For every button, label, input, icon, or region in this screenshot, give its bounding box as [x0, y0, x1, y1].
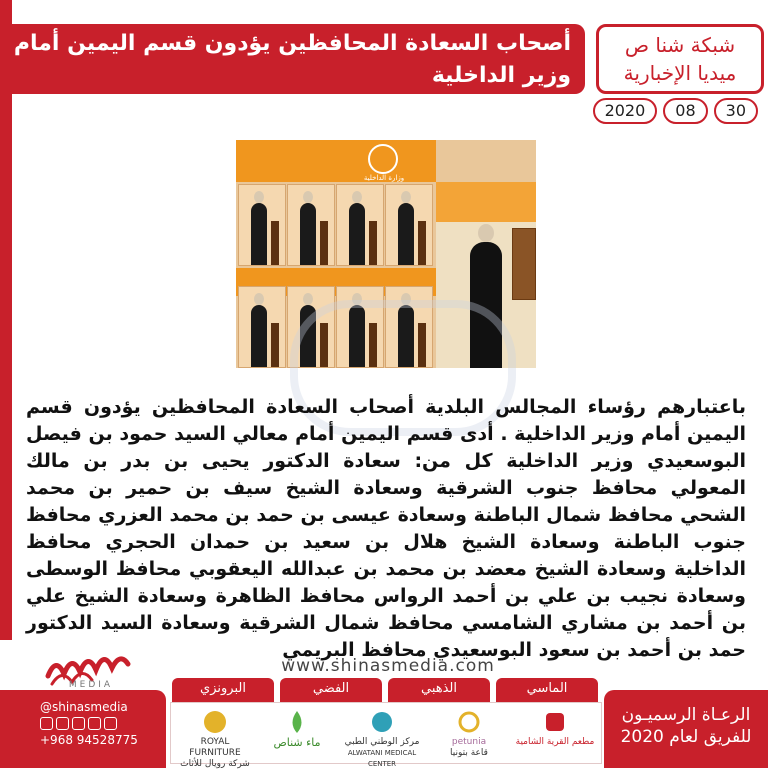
twitter-icon[interactable] — [56, 717, 69, 730]
tier-bronze: البرونزي — [172, 678, 274, 702]
headline-text: أصحاب السعادة المحافظين يؤدون قسم اليمين أمام وزير الداخلية — [13, 31, 571, 88]
emblem-caption: وزارة الداخلية — [363, 174, 405, 182]
sponsors-title-line1: الرعـاة الرسميـون — [621, 705, 751, 725]
sponsor-shinas-water: ماء شناص — [259, 709, 335, 757]
phone-number[interactable]: +968 94528775 — [40, 733, 138, 747]
youtube-icon[interactable] — [88, 717, 101, 730]
sponsor-alwatani-medical: مركز الوطني الطبي ALWATANI MEDICAL CENTER — [339, 709, 425, 757]
brand-line-2: ميديا الإخبارية — [623, 61, 737, 85]
official-sponsors-label — [604, 690, 768, 768]
photo-thumb — [385, 184, 433, 266]
date-month: 08 — [663, 98, 707, 124]
sponsors-title-line2: للفريق لعام 2020 — [620, 727, 752, 747]
date-year: 2020 — [593, 98, 658, 124]
sponsor-royal-furniture: ROYAL FURNITURE شركة رويال للأثاث — [175, 709, 255, 757]
sponsor-restaurant: مطعم القرية الشامية — [513, 709, 597, 757]
flower-icon — [456, 709, 482, 735]
photo-thumb — [287, 184, 335, 266]
carved-screen — [512, 228, 536, 300]
snapchat-icon[interactable] — [104, 717, 117, 730]
restaurant-logo-icon — [542, 709, 568, 735]
oman-emblem-icon — [368, 144, 398, 174]
medical-center-logo-icon — [369, 709, 395, 735]
facebook-icon[interactable] — [40, 717, 53, 730]
water-drop-icon — [284, 709, 310, 735]
brand-box — [596, 24, 764, 94]
date-row — [604, 98, 758, 124]
photo-thumb — [238, 184, 286, 266]
social-icons — [40, 717, 166, 730]
headline-banner — [10, 24, 585, 94]
photo-thumb — [336, 184, 384, 266]
social-handle[interactable]: @shinasmedia — [40, 700, 128, 714]
date-day: 30 — [714, 98, 758, 124]
tier-silver: الفضي — [280, 678, 382, 702]
sponsor-tier-tabs — [172, 678, 598, 702]
logo-media-text: MEDIA — [68, 680, 114, 690]
brand-line-1: شبكة شنا ص — [624, 33, 736, 57]
royal-furniture-logo-icon — [202, 709, 228, 735]
sponsor-petunia: petunia قاعة بتونيا — [429, 709, 509, 757]
instagram-icon[interactable] — [72, 717, 85, 730]
sponsor-strip — [170, 702, 602, 769]
article-text: باعتبارهم رؤساء المجالس البلدية أصحاب السعادة المحافظين يؤدون قسم اليمين أمام وزير الداخلية . أدى قسم اليمين أمام معالي السيد حمود بن فيصل البوسعيدي وزير الداخلية كل من: سعادة الدكتور يحيى بن بدر بن مالك المعولي محافظ جنوب الشرقية وسعادة الشيخ سيف بن حمير بن محمد الشحي محافظ شمال الباطنة وسعادة عيسى بن حمد بن محمد العزري محافظ جنوب الباطنة وسعادة الشيخ هلال بن سعيد بن حمدان الحجري محافظ الداخلية وسعادة الشيخ معضد بن محمد بن عبدالله اليعقوبي محافظ الوسطى وسعادة نجيب بن علي بن أحمد الرواس محافظ الظاهرة وسعادة الشيخ علي بن أحمد بن مشاري الشامسي محافظ شمال الشرقية وسعادة السيد الدكتور حمد بن أحمد بن سعود البوسعيدي محافظ البريمي — [26, 396, 746, 661]
website-link[interactable]: www.shinasmedia.com — [281, 656, 495, 676]
contact-block — [0, 690, 166, 768]
tier-diamond: الماسي — [496, 678, 598, 702]
article-body — [26, 394, 746, 664]
photo-thumb — [238, 286, 286, 368]
tier-gold: الذهبي — [388, 678, 490, 702]
left-accent-strip — [0, 0, 12, 640]
